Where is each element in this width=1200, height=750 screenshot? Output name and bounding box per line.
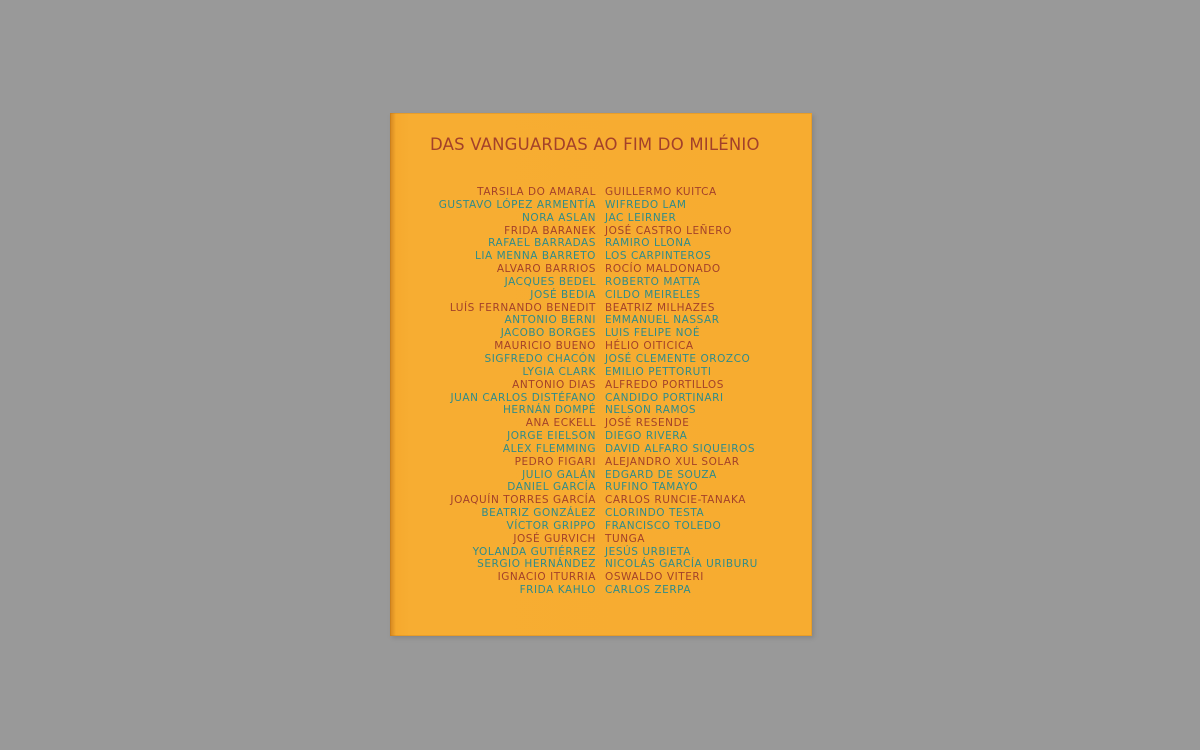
- artist-row: [390, 417, 812, 430]
- artist-row: [390, 225, 812, 238]
- artist-row: [390, 237, 812, 250]
- artist-name-left: FRIDA BARANEK: [504, 224, 596, 237]
- artist-name-left: VÍCTOR GRIPPO: [506, 519, 596, 532]
- artist-name-right: CILDO MEIRELES: [605, 288, 701, 301]
- artist-name-left: IGNACIO ITURRIA: [497, 571, 596, 584]
- artist-row: [390, 392, 812, 405]
- artist-row: [390, 456, 812, 469]
- artist-name-right: WIFREDO LAM: [605, 198, 687, 211]
- artist-name-right: ALFREDO PORTILLOS: [605, 378, 724, 391]
- book-title: DAS VANGUARDAS AO FIM DO MILÉNIO: [430, 135, 760, 154]
- artist-name-right: LUIS FELIPE NOÉ: [605, 327, 701, 340]
- artist-name-left: JULIO GALÁN: [522, 468, 596, 481]
- artist-name-right: DAVID ALFARO SIQUEIROS: [605, 442, 756, 455]
- artist-row: [390, 212, 812, 225]
- artist-row: [390, 558, 812, 571]
- artist-name-right: JOSÉ CASTRO LEÑERO: [605, 224, 732, 237]
- artist-name-list: [390, 186, 812, 597]
- artist-name-right: ROBERTO MATTA: [605, 275, 701, 288]
- artist-name-left: PEDRO FIGARI: [514, 455, 596, 468]
- artist-name-left: NORA ASLAN: [522, 211, 596, 224]
- artist-row: [390, 186, 812, 199]
- artist-row: [390, 520, 812, 533]
- artist-name-right: FRANCISCO TOLEDO: [605, 519, 722, 532]
- artist-name-left: LUÍS FERNANDO BENEDIT: [449, 301, 596, 314]
- artist-name-right: EMMANUEL NASSAR: [605, 314, 720, 327]
- artist-name-right: ALEJANDRO XUL SOLAR: [605, 455, 740, 468]
- artist-name-right: EMILIO PETTORUTI: [605, 365, 712, 378]
- artist-row: [390, 481, 812, 494]
- artist-name-left: JOSÉ GURVICH: [513, 532, 596, 545]
- artist-row: [390, 302, 812, 315]
- artist-name-left: JORGE EIELSON: [507, 430, 596, 443]
- artist-name-left: LYGIA CLARK: [522, 365, 596, 378]
- artist-name-left: JACOBO BORGES: [500, 327, 596, 340]
- artist-name-left: HERNÁN DOMPÉ: [502, 404, 596, 417]
- artist-name-left: DANIEL GARCÍA: [507, 481, 596, 494]
- artist-row: [390, 469, 812, 482]
- artist-name-left: ANA ECKELL: [525, 417, 596, 430]
- artist-name-right: NELSON RAMOS: [605, 404, 697, 417]
- artist-name-left: RAFAEL BARRADAS: [488, 237, 596, 250]
- artist-name-left: ALEX FLEMMING: [502, 442, 596, 455]
- artist-name-right: BEATRIZ MILHAZES: [605, 301, 715, 314]
- artist-row: [390, 250, 812, 263]
- artist-name-right: JOSÉ CLEMENTE OROZCO: [605, 352, 751, 365]
- artist-name-right: JESÚS URBIETA: [605, 545, 691, 558]
- artist-name-right: HÉLIO OITICICA: [605, 340, 694, 353]
- artist-name-right: CARLOS RUNCIE-TANAKA: [605, 494, 746, 507]
- artist-name-left: GUSTAVO LÓPEZ ARMENTÍA: [438, 198, 596, 211]
- artist-name-left: ANTONIO BERNI: [504, 314, 596, 327]
- artist-row: [390, 379, 812, 392]
- artist-name-right: CARLOS ZERPA: [605, 584, 692, 597]
- artist-row: [390, 507, 812, 520]
- artist-name-left: JOSÉ BEDIA: [530, 288, 596, 301]
- artist-row: [390, 314, 812, 327]
- artist-row: [390, 263, 812, 276]
- artist-name-right: ROCÍO MALDONADO: [605, 263, 721, 276]
- artist-row: [390, 584, 812, 597]
- artist-name-left: BEATRIZ GONZÁLEZ: [481, 507, 596, 520]
- artist-row: [390, 494, 812, 507]
- artist-name-right: CANDIDO PORTINARI: [605, 391, 724, 404]
- artist-name-left: JUAN CARLOS DISTÉFANO: [450, 391, 596, 404]
- artist-name-left: TARSILA DO AMARAL: [477, 186, 596, 198]
- artist-row: [390, 546, 812, 559]
- artist-row: [390, 199, 812, 212]
- artist-row: [390, 430, 812, 443]
- artist-name-left: JACQUES BEDEL: [504, 275, 596, 288]
- artist-name-left: MAURICIO BUENO: [494, 340, 596, 353]
- artist-name-left: JOAQUÍN TORRES GARCÍA: [450, 494, 596, 507]
- artist-row: [390, 340, 812, 353]
- artist-name-right: NICOLÁS GARCÍA URIBURU: [605, 558, 758, 571]
- artist-name-left: ALVARO BARRIOS: [496, 263, 596, 276]
- artist-name-right: EDGARD DE SOUZA: [605, 468, 717, 481]
- artist-row: [390, 533, 812, 546]
- artist-row: [390, 327, 812, 340]
- artist-row: [390, 353, 812, 366]
- artist-name-left: SIGFREDO CHACÓN: [484, 352, 596, 365]
- artist-row: [390, 571, 812, 584]
- artist-name-right: LOS CARPINTEROS: [605, 250, 712, 263]
- artist-name-right: JOSÉ RESENDE: [605, 417, 690, 430]
- artist-row: [390, 404, 812, 417]
- book-cover: [390, 113, 812, 636]
- artist-name-right: CLORINDO TESTA: [605, 507, 705, 520]
- artist-row: [390, 443, 812, 456]
- artist-row: [390, 276, 812, 289]
- artist-name-right: TUNGA: [605, 532, 646, 545]
- artist-name-left: ANTONIO DIAS: [512, 378, 596, 391]
- artist-name-right: GUILLERMO KUITCA: [605, 186, 717, 198]
- artist-name-right: RUFINO TAMAYO: [605, 481, 699, 494]
- artist-name-left: SERGIO HERNÁNDEZ: [477, 558, 596, 571]
- artist-name-left: YOLANDA GUTIÉRREZ: [472, 545, 596, 558]
- artist-name-right: OSWALDO VITERI: [605, 571, 704, 584]
- artist-name-right: RAMIRO LLONA: [605, 237, 692, 250]
- artist-row: [390, 366, 812, 379]
- artist-name-left: FRIDA KAHLO: [519, 584, 596, 597]
- artist-name-right: DIEGO RIVERA: [605, 430, 688, 443]
- artist-name-left: LIA MENNA BARRETO: [474, 250, 596, 263]
- artist-name-right: JAC LEIRNER: [605, 211, 677, 224]
- artist-row: [390, 289, 812, 302]
